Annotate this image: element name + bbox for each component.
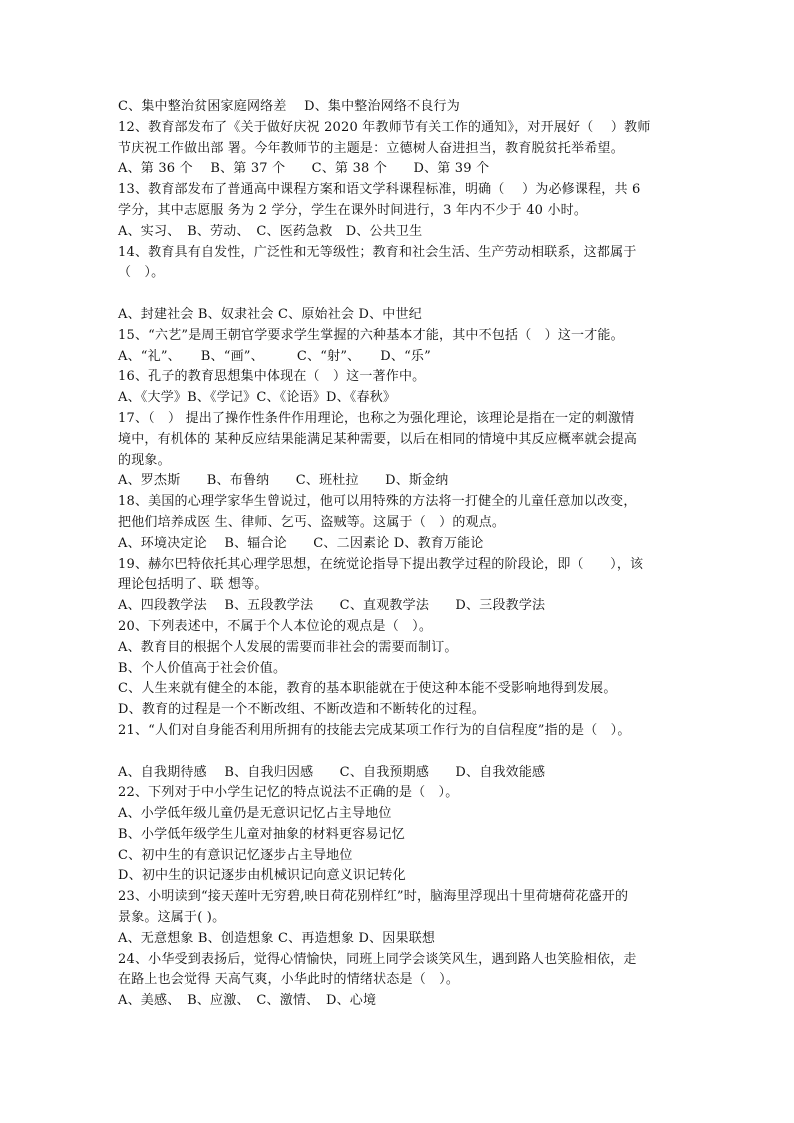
question-24-options: A、美感、 B、应激、 C、激情、 D、心境 bbox=[118, 993, 377, 1009]
question-20-option-b: B、个人价值高于社会价值。 bbox=[118, 660, 287, 676]
question-13-options: A、实习、 B、劳动、 C、医药急救 D、公共卫生 bbox=[118, 223, 423, 239]
question-17-stem-cont: 的现象。 bbox=[118, 452, 171, 468]
question-20-option-c: C、人生来就有健全的本能，教育的基本职能就在于使这种本能不受影响地得到发展。 bbox=[118, 681, 617, 697]
blank-line bbox=[118, 742, 678, 763]
question-16-options: A、《大学》B、《学记》C、《论语》D、《春秋》 bbox=[118, 390, 397, 406]
question-23-stem-cont: 景象。这属于( )。 bbox=[118, 910, 226, 926]
question-17-options: A、罗杰斯 B、布鲁纳 C、班杜拉 D、斯金纳 bbox=[118, 473, 449, 489]
question-22-option-d: D、初中生的识记逐步由机械识记向意义识记转化 bbox=[118, 868, 406, 884]
text-line: C、集中整治贫困家庭网络差 D、集中整治网络不良行为 bbox=[118, 99, 460, 114]
question-19-stem-cont: 理论包括明了、联 想等。 bbox=[118, 577, 268, 593]
question-22-stem: 22、下列对于中小学生记忆的特点说法不正确的是（ ）。 bbox=[118, 785, 459, 801]
question-20-option-a: A、教育目的根据个人发展的需要而非社会的需要而制订。 bbox=[118, 639, 458, 655]
question-15-options: A、“礼”、 B、“画”、 C、“射”、 D、“乐” bbox=[118, 348, 431, 364]
question-23-stem: 23、小明读到“接天莲叶无穷碧,映日荷花别样红”时，脑海里浮现出十里荷塘荷花盛开的 bbox=[118, 889, 629, 905]
question-12-stem: 12、教育部发布了《关于做好庆祝 2020 年教师节有关工作的通知》，对开展好（ ）教师 bbox=[118, 119, 651, 135]
question-23-options: A、无意想象 B、创造想象 C、再造想象 D、因果联想 bbox=[118, 930, 436, 946]
question-14-options: A、封建社会 B、奴隶社会 C、原始社会 D、中世纪 bbox=[118, 306, 422, 322]
question-13-stem: 13、教育部发布了普通高中课程方案和语文学科课程标准，明确（ ）为必修课程，共 6 bbox=[118, 182, 641, 198]
question-15-stem: 15、“六艺”是周王朝官学要求学生掌握的六种基本才能，其中不包括（ ）这一才能。 bbox=[118, 327, 624, 343]
question-22-option-c: C、初中生的有意识记忆逐步占主导地位 bbox=[118, 847, 353, 863]
question-22-option-b: B、小学低年级学生儿童对抽象的材料更容易记忆 bbox=[118, 826, 405, 842]
question-19-options: A、四段教学法 B、五段教学法 C、直观教学法 D、三段教学法 bbox=[118, 598, 546, 614]
question-18-stem-cont: 把他们培养成医 生、律师、乞丐、盗贼等。这属于（ ）的观点。 bbox=[118, 514, 506, 530]
question-20-stem: 20、下列表述中，不属于个人本位论的观点是（ ）。 bbox=[118, 618, 433, 634]
question-24-stem-cont: 在路上也会觉得 天高气爽，小华此时的情绪状态是（ ）。 bbox=[118, 972, 460, 988]
question-14-stem-cont: （ ）。 bbox=[118, 265, 165, 281]
question-12-options: A、第 36 个 B、第 37 个 C、第 38 个 D、第 39 个 bbox=[118, 161, 490, 177]
question-19-stem: 19、赫尔巴特依托其心理学思想，在统觉论指导下提出教学过程的阶段论，即（ ），该 bbox=[118, 556, 644, 572]
document-page bbox=[118, 97, 678, 1012]
question-17-stem: 17、（ ） 提出了操作性条件作用理论，也称之为强化理论，该理论是指在一定的刺激情 bbox=[118, 410, 635, 426]
question-17-stem-cont: 境中，有机体的 某种反应结果能满足某种需要，以后在相同的情境中其反应概率就会提高 bbox=[118, 431, 638, 447]
question-20-option-d: D、教育的过程是一个不断改组、不断改造和不断转化的过程。 bbox=[118, 702, 486, 718]
blank-line bbox=[118, 284, 678, 305]
question-13-stem-cont: 学分，其中志愿服 务为 2 学分，学生在课外时间进行，3 年内不少于 40 小时。 bbox=[118, 202, 588, 218]
question-14-stem: 14、教育具有自发性，广泛性和无等级性；教育和社会生活、生产劳动相联系，这都属于 bbox=[118, 244, 637, 260]
question-21-stem: 21、“人们对自身能否利用所拥有的技能去完成某项工作行为的自信程度”指的是（ ）。 bbox=[118, 722, 631, 738]
question-21-options: A、自我期待感 B、自我归因感 C、自我预期感 D、自我效能感 bbox=[118, 764, 546, 780]
question-24-stem: 24、小华受到表扬后，觉得心情愉快，同班上同学会谈笑风生，遇到路人也笑脸相依，走 bbox=[118, 951, 637, 967]
question-16-stem: 16、孔子的教育思想集中体现在（ ）这一著作中。 bbox=[118, 369, 426, 385]
question-18-options: A、环境决定论 B、辐合论 C、二因素论 D、教育万能论 bbox=[118, 535, 484, 551]
question-22-option-a: A、小学低年级儿童仍是无意识记忆占主导地位 bbox=[118, 806, 392, 822]
question-12-stem-cont: 节庆祝工作做出部 署。今年教师节的主题是：立德树人奋进担当，教育脱贫托举希望。 bbox=[118, 140, 624, 156]
question-18-stem: 18、美国的心理学家华生曾说过，他可以用特殊的方法将一打健全的儿童任意加以改变， bbox=[118, 494, 637, 510]
